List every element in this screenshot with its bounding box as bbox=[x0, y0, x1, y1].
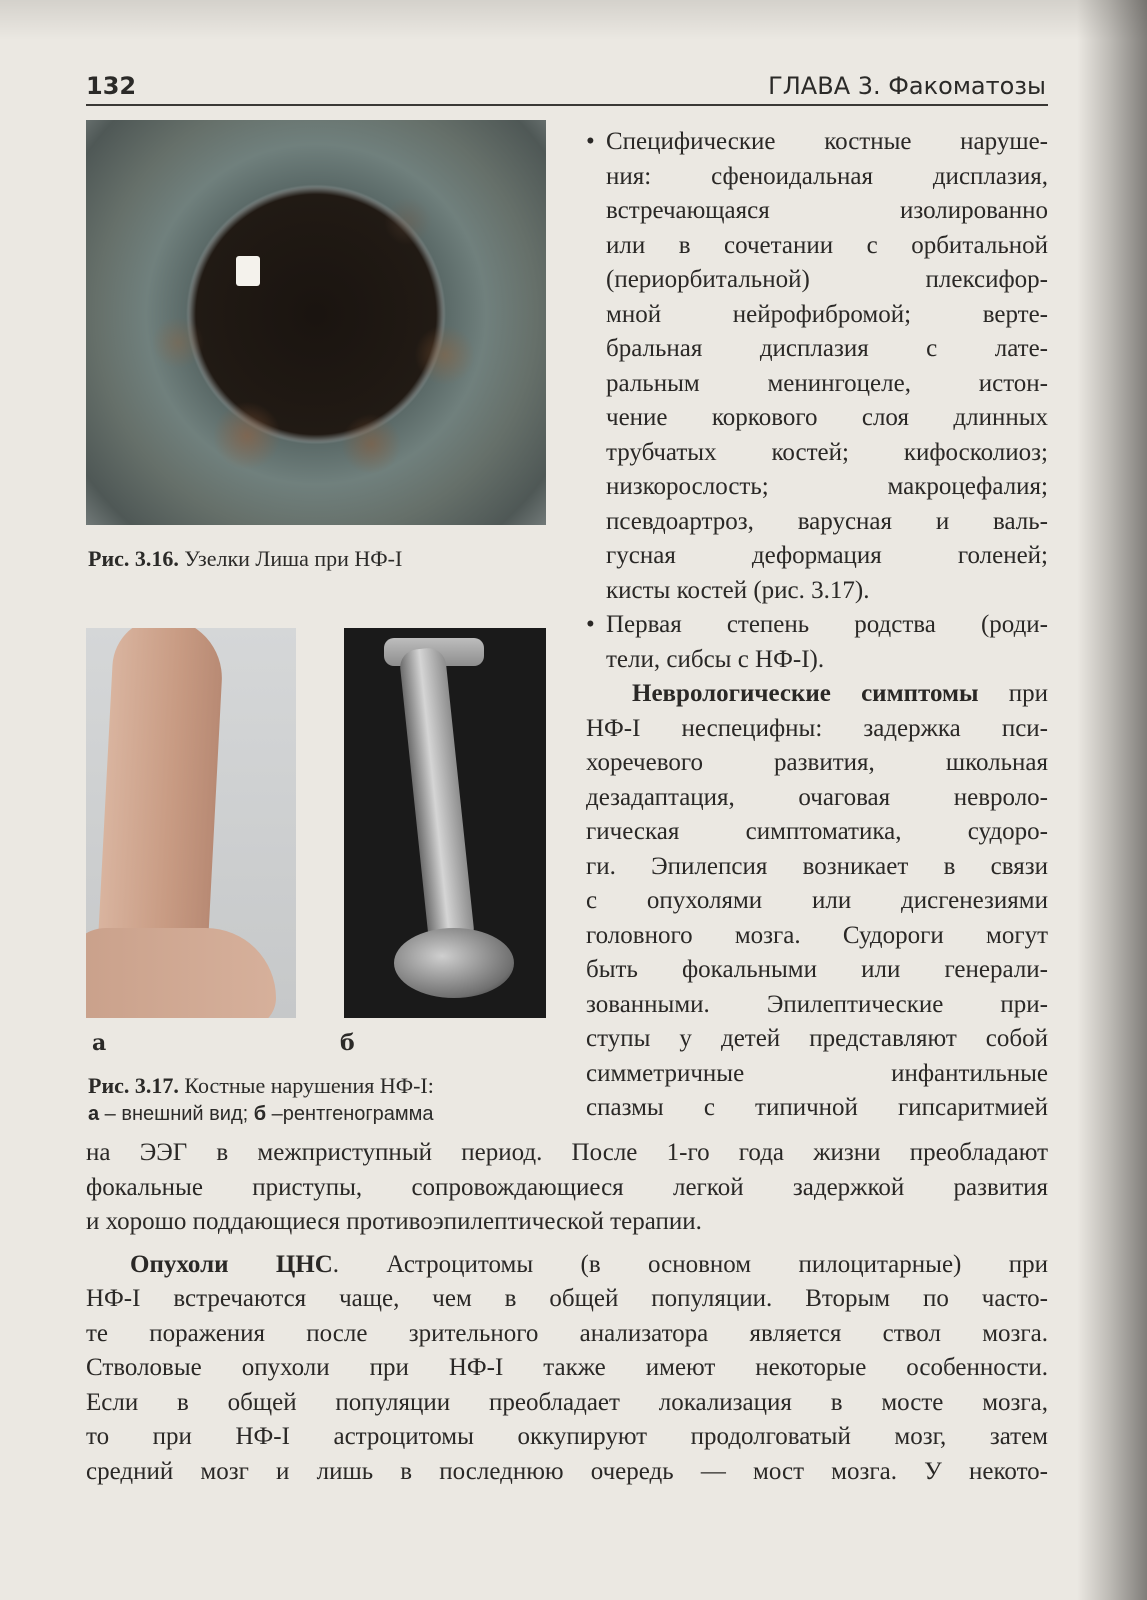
text-line: Первая степень родства (роди- bbox=[606, 611, 1048, 638]
neuro-first-rest: при bbox=[978, 680, 1048, 707]
text-line: на ЭЭГ в межприступный период. После 1-го года жизни преобладают bbox=[86, 1139, 1048, 1166]
text-line: мной нейрофибромой; верте- bbox=[606, 300, 1048, 328]
figure-3-17-label: Рис. 3.17. bbox=[88, 1073, 179, 1098]
figure-3-17b-xray bbox=[344, 628, 546, 1018]
light-reflex bbox=[236, 256, 260, 286]
bullet-marker: • bbox=[586, 128, 595, 155]
figure-3-17a-limb-photo bbox=[86, 628, 296, 1018]
text-line: средний мозг и лишь в последнюю очередь — мост мозга. У некото- bbox=[86, 1457, 1048, 1485]
text-line: чение коркового слоя длинных bbox=[606, 404, 1048, 431]
header-rule bbox=[86, 104, 1048, 106]
text-line: хоречевого развития, школьная bbox=[586, 749, 1048, 776]
text-line: ги. Эпилепсия возникает в связи bbox=[586, 852, 1048, 880]
eeg-paragraph-continuation bbox=[86, 1136, 1048, 1240]
sub-a-marker: а bbox=[88, 1103, 100, 1125]
text-line: симметричные инфантильные bbox=[586, 1059, 1048, 1087]
sub-a-text: – внешний вид; bbox=[99, 1103, 254, 1125]
foot-bones bbox=[394, 928, 514, 998]
text-line: трубчатых костей; кифосколиоз; bbox=[606, 438, 1048, 466]
tumors-heading: Опухоли ЦНС bbox=[130, 1250, 333, 1278]
text-line: Стволовые опухоли при НФ-I также имеют некоторые особенности. bbox=[86, 1354, 1048, 1381]
chapter-title: ГЛАВА 3. Факоматозы bbox=[768, 72, 1046, 100]
hand-shape bbox=[86, 928, 276, 1018]
tumors-first-rest: . Астроцитомы (в основном пилоцитарные) при bbox=[332, 1250, 1048, 1278]
text-line: гическая симптоматика, судоро- bbox=[586, 818, 1048, 845]
text-line: спазмы с типичной гипсаритмией bbox=[586, 1094, 1048, 1121]
text-line: зованными. Эпилептические при- bbox=[586, 990, 1048, 1018]
figure-3-16-label: Рис. 3.16. bbox=[88, 546, 179, 571]
text-line: встречающаяся изолированно bbox=[606, 197, 1048, 224]
figure-3-17-caption bbox=[88, 1072, 558, 1128]
text-line: гусная деформация голеней; bbox=[606, 542, 1048, 569]
tibia-bone bbox=[398, 646, 475, 949]
right-column-text bbox=[586, 125, 1048, 1126]
text-line: или в сочетании с орбитальной bbox=[606, 231, 1048, 259]
bullet-marker: • bbox=[586, 611, 595, 638]
text-line: псевдоартроз, варусная и валь- bbox=[606, 507, 1048, 535]
figure-3-16-iris-photo bbox=[86, 120, 546, 525]
text-line: фокальные приступы, сопровождающиеся легкой задержкой развития bbox=[86, 1173, 1048, 1201]
neurology-paragraph bbox=[586, 677, 1048, 1126]
text-line: кисты костей (рис. 3.17). bbox=[606, 576, 870, 604]
text-line: низкорослость; макроцефалия; bbox=[606, 473, 1048, 500]
running-head bbox=[86, 72, 1046, 102]
text-line: и хорошо поддающиеся противоэпилептической терапии. bbox=[86, 1208, 702, 1235]
text-line: головного мозга. Судороги могут bbox=[586, 921, 1048, 949]
text-line: тели, сибсы с НФ-I). bbox=[606, 645, 825, 673]
text-line: дезадаптация, очаговая невроло- bbox=[586, 783, 1048, 811]
scan-top-shadow bbox=[0, 0, 1147, 40]
text-line: ния: сфеноидальная дисплазия, bbox=[606, 162, 1048, 190]
book-spine-shadow bbox=[1077, 0, 1147, 1600]
text-line: (периорбитальной) плексифор- bbox=[606, 266, 1048, 293]
panel-label-b: б bbox=[340, 1030, 355, 1056]
text-line: Если в общей популяции преобладает локализация в мосте мозга, bbox=[86, 1388, 1048, 1416]
figure-3-17-caption-text: Костные нарушения НФ-I: bbox=[178, 1073, 434, 1098]
text-line: то при НФ-I астроцитомы оккупируют продолговатый мозг, затем bbox=[86, 1423, 1048, 1450]
bullet-bone-disorders bbox=[586, 125, 1048, 608]
bullet-first-degree-kin bbox=[586, 608, 1048, 677]
figure-3-16-caption-text: Узелки Лиша при НФ-I bbox=[178, 546, 403, 571]
figure-3-16-caption bbox=[88, 545, 548, 573]
text-line: ступы у детей представляют собой bbox=[586, 1025, 1048, 1052]
page-number: 132 bbox=[86, 72, 137, 100]
full-width-text bbox=[86, 1136, 1048, 1489]
sub-b-text: –рентгенограмма bbox=[266, 1103, 434, 1125]
text-line bbox=[586, 677, 1048, 712]
cns-tumors-paragraph bbox=[86, 1248, 1048, 1490]
text-line: Специфические костные наруше- bbox=[606, 128, 1048, 155]
text-line: с опухолями или дисгенезиями bbox=[586, 887, 1048, 914]
text-line: бральная дисплазия с лате- bbox=[606, 335, 1048, 362]
text-line: ральным менингоцеле, истон- bbox=[606, 369, 1048, 397]
text-line: НФ-I неспецифны: задержка пси- bbox=[586, 714, 1048, 742]
lisch-nodules bbox=[86, 120, 546, 525]
neuro-heading: Неврологические симптомы bbox=[632, 680, 979, 707]
text-line: быть фокальными или генерали- bbox=[586, 956, 1048, 983]
text-line: НФ-I встречаются чаще, чем в общей популяции. Вторым по часто- bbox=[86, 1285, 1048, 1312]
text-line: те поражения после зрительного анализатора является ствол мозга. bbox=[86, 1319, 1048, 1347]
text-line bbox=[86, 1248, 1048, 1283]
sub-b-marker: б bbox=[253, 1103, 267, 1125]
panel-label-a: а bbox=[92, 1030, 107, 1056]
